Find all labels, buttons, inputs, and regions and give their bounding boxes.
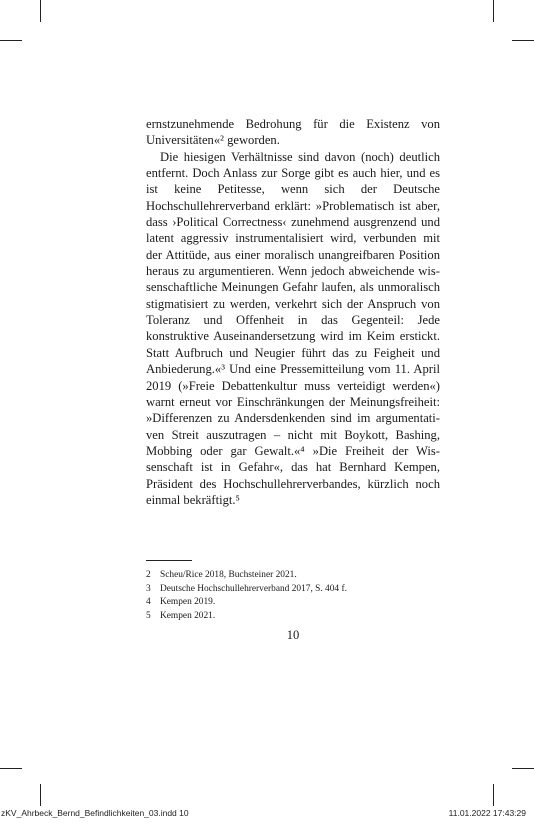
footnote-text: Deutsche Hochschullehrerverband 2017, S. 404 f. xyxy=(160,583,347,594)
slug-filename: zKV_Ahrbeck_Bernd_Befindlichkeiten_03.indd 10 xyxy=(1,808,189,818)
footnote xyxy=(146,583,440,597)
crop-mark xyxy=(40,0,41,22)
footnote xyxy=(146,610,440,624)
footnote-number: 5 xyxy=(146,610,151,621)
crop-mark xyxy=(493,784,494,806)
footnote-rule xyxy=(146,560,192,561)
crop-mark xyxy=(0,768,22,769)
footnotes xyxy=(146,569,440,623)
body-text xyxy=(146,116,440,508)
footnote-number: 3 xyxy=(146,583,151,594)
page-number: 10 xyxy=(286,628,300,642)
footnote-number: 4 xyxy=(146,597,151,608)
footnote-text: Scheu/Rice 2018, Buchsteiner 2021. xyxy=(160,570,297,580)
crop-mark xyxy=(40,784,41,806)
footnote-text: Kempen 2021. xyxy=(160,610,216,621)
footnote xyxy=(146,569,440,583)
crop-mark xyxy=(0,40,22,41)
footnote-text: Kempen 2019. xyxy=(160,597,216,608)
paragraph: Die hiesigen Verhältnisse sind davon (noch) deutlich entfernt. Doch Anlass zur Sorge gibt es auch hier, und es ist keine Petitesse, wenn sich der Deutsche Hochschullehrerverband erklärt: »Problematisch ist aber, dass ›Political Correctness‹ zunehmend ausgrenzend und latent aggressiv instrumentalisiert wird, verbunden mit der Attitüde, aus einer moralisch unangreifbaren Position heraus zu argumentieren. Wenn jedoch abweichende wissenschaftliche Meinungen Gefahr laufen, als unmoralisch stigmatisiert zu werden, verkehrt sich der Anspruch von Toleranz und Offenheit in das Gegenteil: Jede konstruktive Auseinandersetzung wird im Keim erstickt. Statt Aufbruch und Neugier führt das zu Feigheit und Anbiederung.«³ Und eine Pressemitteilung vom 11. April 2019 (»Freie Debattenkultur muss verteidigt werden«) warnt erneut vor Einschränkungen der Meinungsfreiheit: »Differenzen zu Andersdenkenden sind im argumentativen Streit auszutragen – nicht mit Boykott, Bashing, Mobbing oder gar Gewalt.«⁴ »Die Freiheit der Wissenschaft ist in Gefahr«, das hat Bernhard Kempen, Präsident des Hochschullehrerverbandes, kürzlich noch einmal bekräftigt.⁵ xyxy=(146,149,440,507)
crop-mark xyxy=(493,0,494,22)
paragraph: ernstzunehmende Bedrohung für die Existenz von Universitäten«² geworden. xyxy=(146,117,440,148)
slug-timestamp: 11.01.2022 17:43:29 xyxy=(448,808,526,818)
crop-mark xyxy=(512,40,534,41)
footnote xyxy=(146,596,440,610)
footnote-number: 2 xyxy=(146,570,151,580)
crop-mark xyxy=(512,768,534,769)
